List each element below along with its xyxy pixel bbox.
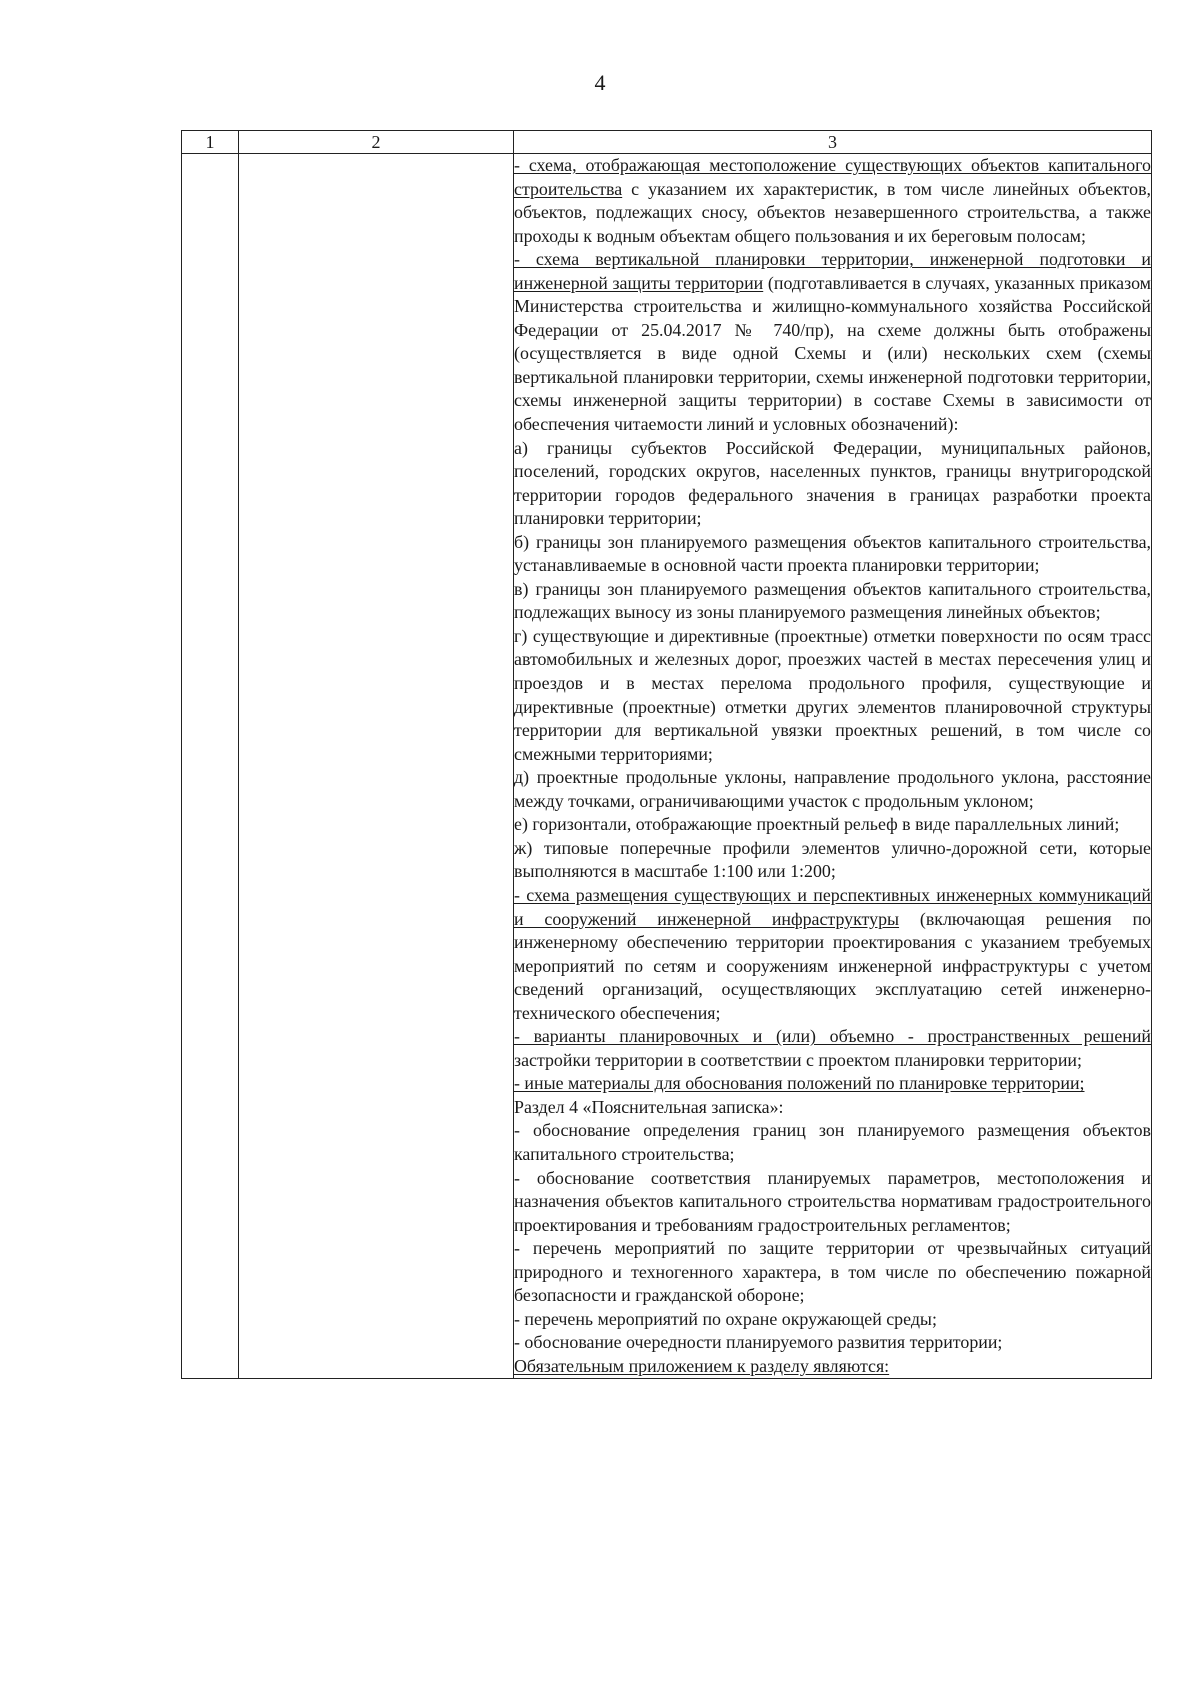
paragraph-text: (подготавливается в случаях, указанных приказом Министерства строительства и жилищно-коммунального хозяйства Российской Федерации от 25.04.2017 № 740/пр), на схеме должны быть отображены (осуществляется в виде одной Схемы и (или) нескольких схем (схемы вертикальной планировки территории, схемы инженерной подготовки территории, схемы инженерной защиты территории) в составе Схемы в зависимости от обеспечения читаемости линий и условных обозначений): [514, 272, 1151, 435]
list-item: - обоснование очередности планируемого развития территории; [514, 1332, 1003, 1353]
list-item-a: а) границы субъектов Российской Федерации, муниципальных районов, поселений, городских округов, населенных пунктов, границы внутригородской территории городов федерального значения в границах разработки проекта планировки территории; [514, 437, 1151, 529]
list-item-e: е) горизонтали, отображающие проектный рельеф в виде параллельных линий; [514, 814, 1120, 835]
underlined-heading: Обязательным приложением к разделу являются: [514, 1355, 890, 1376]
table-header-row [182, 131, 1152, 154]
list-item: - перечень мероприятий по защите территории от чрезвычайных ситуаций природного и техногенного характера, в том числе по обеспечению пожарной безопасности и гражданской обороне; [514, 1238, 1151, 1306]
column-header-2: 2 [239, 131, 514, 154]
paragraph-text: (включающая решения по инженерному обеспечению территории проектирования с указанием требуемых мероприятий по сетям и сооружениям инженерной инфраструктуры с учетом сведений организаций, осуществляющих эксплуатацию сетей инженерно-технического обеспечения; [514, 908, 1151, 1023]
page-number: 4 [594, 70, 606, 95]
paragraph-existing-objects-scheme [514, 154, 1151, 248]
column-3-cell [514, 154, 1152, 1379]
list-item-b: б) границы зон планируемого размещения объектов капитального строительства, устанавливаемые в основной части проекта планировки территории; [514, 531, 1151, 576]
list-item-v: в) границы зон планируемого размещения объектов капитального строительства, подлежащих выносу из зоны планируемого размещения линейных объектов; [514, 578, 1151, 623]
paragraph-text: с указанием их характеристик, в том числе линейных объектов, объектов, подлежащих сносу, объектов незавершенного строительства, а также проходы к водным объектам общего пользования и их береговым полосам; [514, 178, 1151, 246]
column-2-cell [239, 154, 514, 1379]
underlined-heading: - схема вертикальной планировки территории, инженерной подготовки и инженерной защиты территории [514, 249, 1151, 293]
list-item: - обоснование соответствия планируемых параметров, местоположения и назначения объектов капитального строительства нормативам градостроительного проектирования и требованиям градостроительных регламентов; [514, 1167, 1151, 1235]
list-item: - перечень мероприятий по охране окружающей среды; [514, 1308, 937, 1329]
column-header-3: 3 [514, 131, 1152, 154]
paragraph-other-materials [514, 1072, 1151, 1096]
column-header-1: 1 [182, 131, 239, 154]
underlined-heading: - схема размещения существующих и перспективных инженерных коммуникаций и сооружений инженерной инфраструктуры [514, 884, 1151, 929]
section-4-heading: Раздел 4 «Пояснительная записка»: [514, 1096, 784, 1117]
paragraph-engineering-networks-scheme [514, 884, 1151, 1025]
underlined-heading: - иные материалы для обоснования положений по планировке территории; [514, 1073, 1085, 1094]
paragraph-text: застройки территории в соответствии с проектом планировки территории; [514, 1049, 1082, 1070]
list-item-d: д) проектные продольные уклоны, направление продольного уклона, расстояние между точками, ограничивающими участок с продольным уклоном; [514, 767, 1151, 811]
underlined-heading: - варианты планировочных и (или) объемно - пространственных решений [514, 1026, 1151, 1047]
table-row [182, 154, 1152, 1379]
list-item-g: г) существующие и директивные (проектные) отметки поверхности по осям трасс автомобильных и железных дорог, проезжих частей в местах пересечения улиц и проездов и в местах перелома продольного профиля, существующие и директивные (проектные) отметки других элементов планировочной структуры территории для вертикальной увязки проектных решений, в том числе со смежными территориями; [514, 625, 1151, 764]
paragraph-vertical-planning-scheme [514, 248, 1151, 436]
list-item: - обоснование определения границ зон планируемого размещения объектов капитального строительства; [514, 1120, 1151, 1164]
document-table [181, 130, 1152, 1379]
underlined-heading: - схема, отображающая местоположение существующих объектов капитального строительства [514, 155, 1151, 199]
paragraph-planning-variants [514, 1025, 1151, 1072]
paragraph-mandatory-appendix [514, 1355, 1151, 1379]
list-item-zh: ж) типовые поперечные профили элементов улично-дорожной сети, которые выполняются в масштабе 1:100 или 1:200; [514, 837, 1151, 882]
column-1-cell [182, 154, 239, 1379]
